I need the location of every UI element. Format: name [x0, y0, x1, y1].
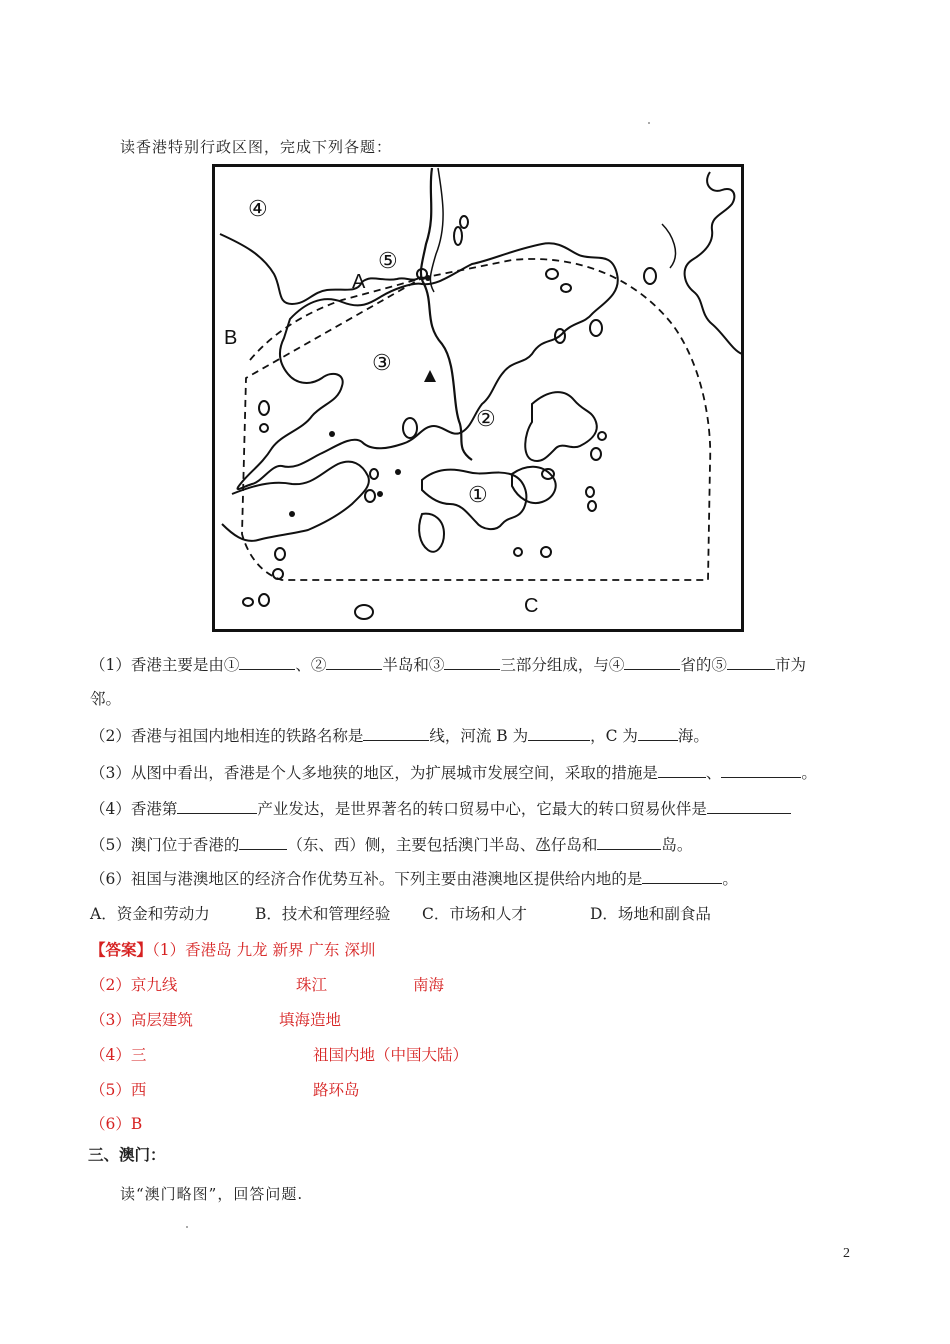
answer-3-num: （3）高层建筑: [90, 1011, 193, 1029]
coastline-east: [685, 172, 742, 354]
question-5: （5）澳门位于香港的 （东、西）侧，主要包括澳门半岛、氹仔岛和 岛。: [90, 836, 693, 854]
answer-label: 【答案】: [90, 940, 153, 959]
option-a: A．资金和劳动力: [90, 905, 210, 923]
question-4: （4）香港第 产业发达，是世界著名的转口贸易中心，它最大的转口贸易伙伴是: [90, 798, 791, 820]
hong-kong-map: [212, 164, 744, 632]
section-heading-macau: 三、澳门：: [88, 1145, 166, 1164]
answer-6: （6）B: [90, 1115, 143, 1133]
map-frame: [214, 166, 743, 631]
option-c: C．市场和人才: [422, 905, 527, 923]
lamma-island: [419, 514, 444, 552]
question-1: （1）香港主要是由① 、② 半岛和③ 三部分组成，与④ 省的⑤ 市为: [90, 656, 806, 674]
map-label-c: C: [524, 595, 539, 617]
option-d: D．场地和副食品: [590, 905, 711, 923]
answer-5-num: （5）西: [90, 1081, 147, 1099]
map-label-a: A: [352, 271, 366, 293]
question-3: （3）从图中看出，香港是个人多地狭的地区，为扩展城市发展空间，采取的措施是 、 。: [90, 764, 817, 782]
answer-2-river: 珠江: [296, 976, 328, 994]
question-2: （2）香港与祖国内地相连的铁路名称是 线，河流 B 为 ，C 为 海。: [90, 727, 709, 745]
map-label-three: ③: [372, 350, 392, 375]
question-1-cont: 邻。: [90, 690, 122, 708]
map-label-b: B: [224, 327, 238, 349]
answer-4-b: 祖国内地（中国大陆）: [313, 1046, 469, 1064]
map-label-five: ⑤: [378, 248, 398, 273]
answer-3-b: 填海造地: [279, 1011, 342, 1029]
map-label-one: ①: [468, 482, 488, 507]
river: [421, 168, 472, 460]
map-label-four: ④: [248, 196, 268, 221]
option-b: B．技术和管理经验: [255, 905, 391, 923]
question-6: （6）祖国与港澳地区的经济合作优势互补。下列主要由港澳地区提供给内地的是 。: [90, 870, 738, 888]
page-number: 2: [843, 1246, 850, 1261]
map-label-two: ②: [476, 406, 496, 431]
answer-1: 【答案】（1）香港岛 九龙 新界 广东 深圳: [90, 940, 376, 959]
peak-icon: [424, 370, 436, 382]
scan-dot: [648, 122, 650, 124]
answer-2-sea: 南海: [413, 976, 445, 994]
intro-text: 读香港特别行政区图，完成下列各题：: [120, 138, 393, 156]
answer-5-b: 路环岛: [313, 1081, 360, 1099]
answer-2-num: （2）京九线: [90, 976, 178, 994]
sai-kung-peninsula: [525, 392, 597, 461]
answer-4-num: （4）三: [90, 1046, 147, 1064]
scan-dot: [186, 1226, 188, 1228]
macau-intro: 读“澳门略图”，回答问题.: [120, 1185, 304, 1203]
